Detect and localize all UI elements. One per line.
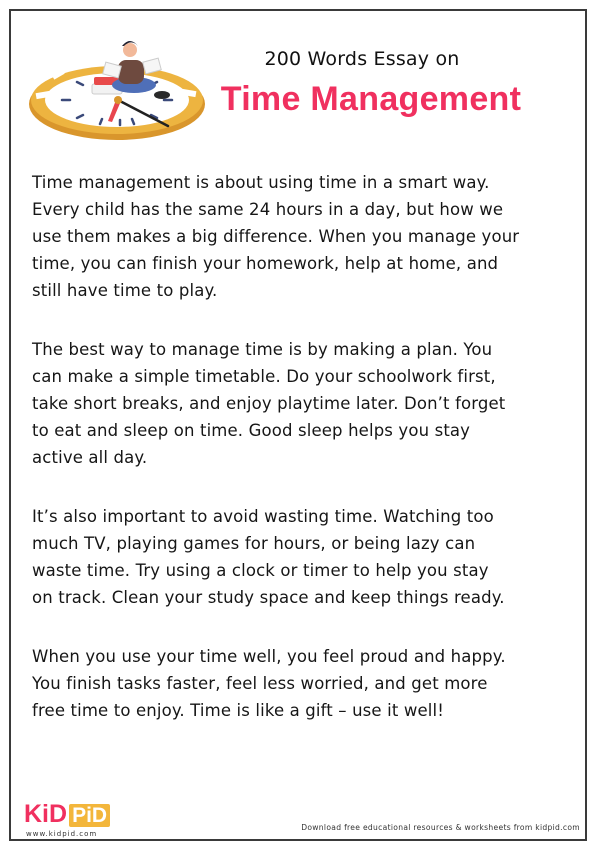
kidpid-logo[interactable] bbox=[24, 800, 110, 838]
essay-line: time, you can finish your homework, help at home, and bbox=[32, 254, 499, 274]
essay-line: active all day. bbox=[32, 448, 148, 468]
logo-wordmark bbox=[24, 800, 110, 828]
essay-paragraph-4 bbox=[32, 644, 577, 725]
essay-line: still have time to play. bbox=[32, 281, 218, 301]
essay-line: much TV, playing games for hours, or being lazy can bbox=[32, 534, 476, 554]
essay-line: Every child has the same 24 hours in a day, but how we bbox=[32, 200, 504, 220]
essay-body bbox=[32, 170, 577, 757]
essay-line: use them makes a big difference. When you manage your bbox=[32, 227, 520, 247]
essay-paragraph-3 bbox=[32, 504, 577, 612]
essay-line: waste time. Try using a clock or timer to help you stay bbox=[32, 561, 489, 581]
essay-line: take short breaks, and enjoy playtime later. Don’t forget bbox=[32, 394, 506, 414]
essay-line: It’s also important to avoid wasting time. Watching too bbox=[32, 507, 494, 527]
essay-paragraph-1 bbox=[32, 170, 577, 305]
essay-line: on track. Clean your study space and keep things ready. bbox=[32, 588, 505, 608]
essay-line: can make a simple timetable. Do your schoolwork first, bbox=[32, 367, 496, 387]
essay-line: Time management is about using time in a smart way. bbox=[32, 173, 490, 193]
logo-kid: KiD bbox=[24, 800, 68, 828]
logo-pid: PiD bbox=[69, 804, 110, 827]
essay-line: The best way to manage time is by making a plan. You bbox=[32, 340, 493, 360]
essay-subtitle: 200 Words Essay on bbox=[264, 48, 460, 70]
footer-download-note: Download free educational resources & worksheets from kidpid.com bbox=[301, 823, 580, 832]
essay-title: Time Management bbox=[220, 80, 522, 118]
essay-line: to eat and sleep on time. Good sleep helps you stay bbox=[32, 421, 471, 441]
logo-url[interactable]: www.kidpid.com bbox=[26, 830, 98, 838]
essay-line: You finish tasks faster, feel less worried, and get more bbox=[32, 674, 488, 694]
essay-line: When you use your time well, you feel proud and happy. bbox=[32, 647, 506, 667]
essay-line: free time to enjoy. Time is like a gift – use it well! bbox=[32, 701, 444, 721]
person-on-clock-icon bbox=[22, 22, 212, 142]
essay-paragraph-2 bbox=[32, 337, 577, 472]
